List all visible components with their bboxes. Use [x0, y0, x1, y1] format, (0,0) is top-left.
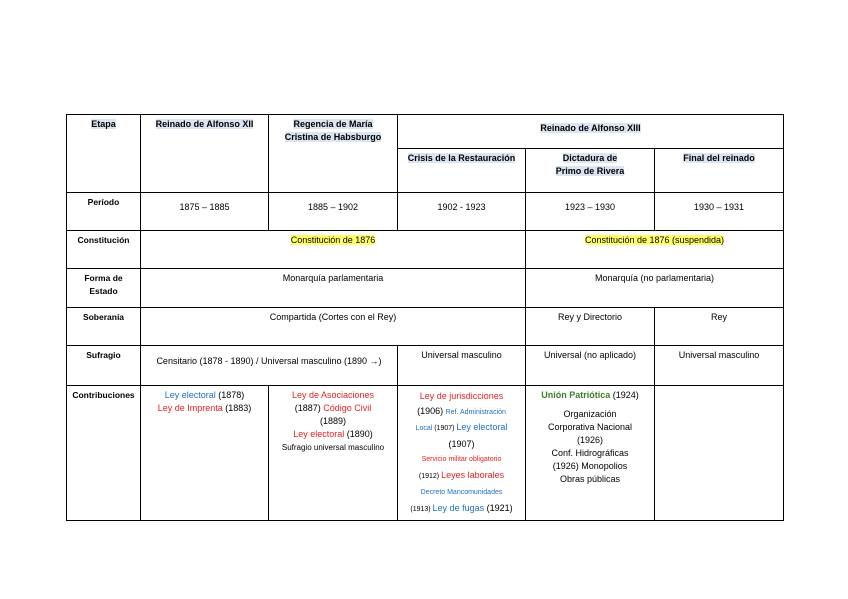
periodo-cell: 1930 – 1931	[655, 193, 784, 231]
periodo-cell: 1902 - 1923	[398, 193, 526, 231]
header-regencia: Regencia de María Cristina de Habsburgo	[269, 115, 398, 193]
row-label-soberania: Soberanía	[67, 308, 141, 346]
contrib-crisis: Ley de jurisdicciones (1906) Ref. Administración Local (1907) Ley electoral (1907) Servicio militar obligatorio (1912) Leyes laborales Decreto Mancomunidades (1913) Ley de fugas (1921)	[398, 386, 526, 521]
row-label-periodo: Período	[67, 193, 141, 231]
historical-table	[66, 114, 784, 521]
periodo-cell: 1875 – 1885	[141, 193, 269, 231]
periodo-cell: 1923 – 1930	[526, 193, 655, 231]
sufragio-cell: Censitario (1878 - 1890) / Universal masculino (1890 →)	[141, 346, 398, 386]
row-label-constitucion: Constitución	[67, 231, 141, 269]
header-dictadura: Dictadura de Primo de Rivera	[526, 149, 655, 193]
contrib-final	[655, 386, 784, 521]
soberania-cell: Rey	[655, 308, 784, 346]
soberania-cell: Compartida (Cortes con el Rey)	[141, 308, 526, 346]
row-label-contribuciones: Contribuciones	[67, 386, 141, 521]
constitucion-cell: Constitución de 1876 (suspendida)	[526, 231, 784, 269]
contrib-regencia: Ley de Asociaciones (1887) Código Civil (1889) Ley electoral (1890) Sufragio universal masculino	[269, 386, 398, 521]
constitucion-cell: Constitución de 1876	[141, 231, 526, 269]
soberania-cell: Rey y Directorio	[526, 308, 655, 346]
row-label-forma-estado: Forma de Estado	[67, 269, 141, 308]
forma-cell: Monarquía parlamentaria	[141, 269, 526, 308]
contrib-alfonso-xii: Ley electoral (1878) Ley de Imprenta (1883)	[141, 386, 269, 521]
header-etapa: Etapa	[67, 115, 141, 193]
sufragio-cell: Universal masculino	[655, 346, 784, 386]
header-alfonso-xii: Reinado de Alfonso XII	[141, 115, 269, 193]
row-label-sufragio: Sufragio	[67, 346, 141, 386]
header-alfonso-xiii: Reinado de Alfonso XIII	[398, 115, 784, 149]
periodo-cell: 1885 – 1902	[269, 193, 398, 231]
forma-cell: Monarquía (no parlamentaria)	[526, 269, 784, 308]
sufragio-cell: Universal (no aplicado)	[526, 346, 655, 386]
header-final: Final del reinado	[655, 149, 784, 193]
contrib-dictadura: Unión Patriótica (1924) Organización Corporativa Nacional (1926) Conf. Hidrográficas (1926) Monopolios Obras públicas	[526, 386, 655, 521]
header-crisis: Crisis de la Restauración	[398, 149, 526, 193]
sufragio-cell: Universal masculino	[398, 346, 526, 386]
